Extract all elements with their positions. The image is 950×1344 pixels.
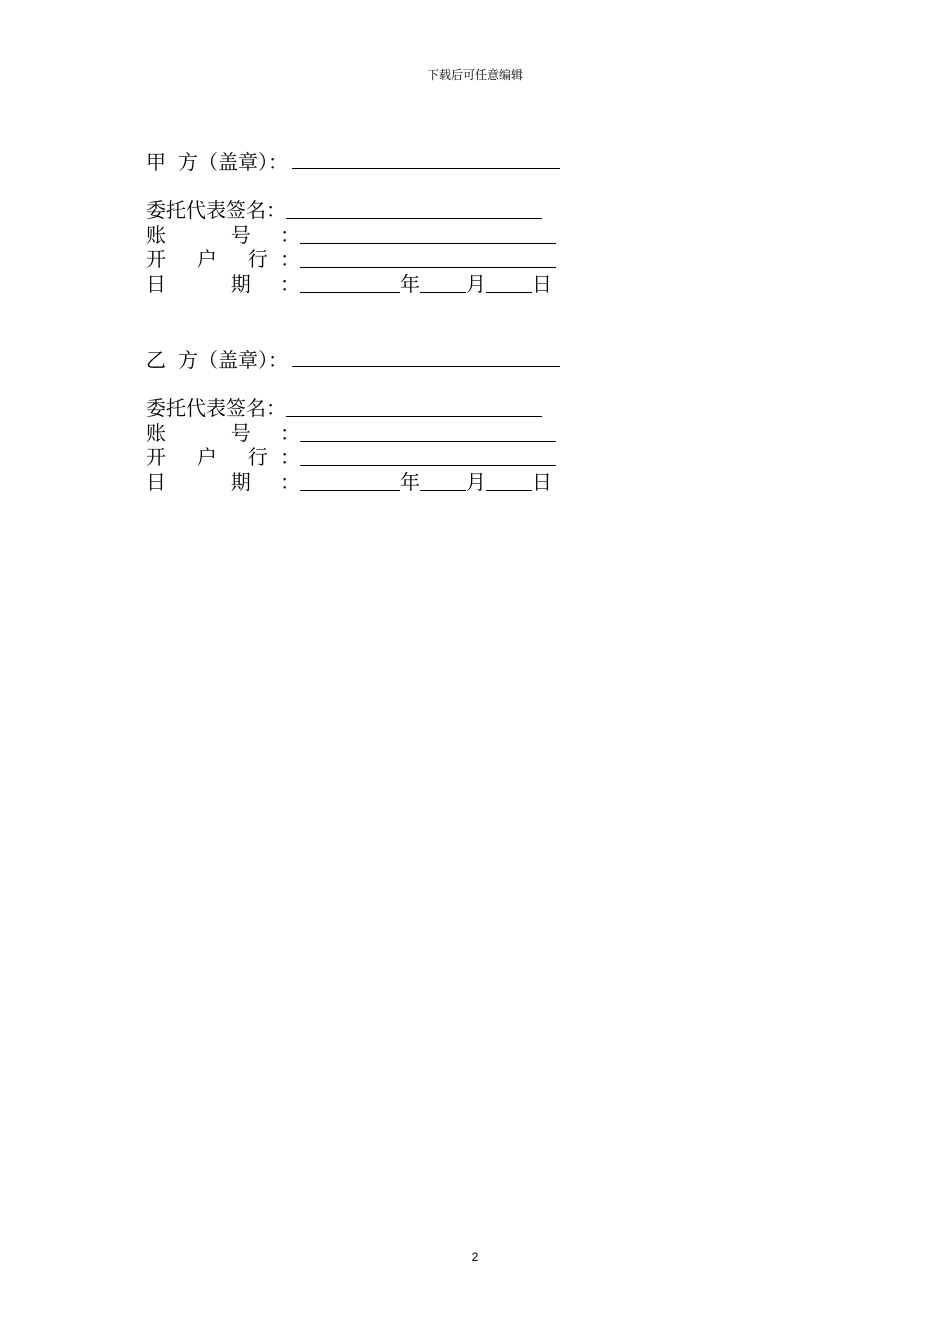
party-b-month-line[interactable] [420,470,466,491]
party-b-signatory-line[interactable] [286,396,542,417]
party-a-signatory-row [146,198,560,223]
party-b-day-label: 日 [532,470,552,495]
party-b-year-label: 年 [400,470,420,495]
party-b-day-line[interactable] [486,470,532,491]
party-a-date-row [146,272,560,297]
party-b-year-line[interactable] [300,470,400,491]
party-a-bank-label: 开 户 行： [146,247,301,272]
party-a-account-label: 账 号： [146,222,301,247]
page-number: 2 [471,1250,479,1264]
party-a-seal-row [146,148,560,176]
party-b-seal-line[interactable] [292,346,560,367]
party-a-seal-label: 方（盖章）： [178,150,288,174]
party-b-account-label: 账 号： [146,420,301,445]
party-a-date-label: 日 期： [146,272,301,297]
party-a-month-label: 月 [466,272,486,297]
party-a-fields [146,198,560,297]
party-b-date-label: 日 期： [146,470,301,495]
party-b-account-line[interactable] [300,421,556,442]
party-b-seal-row [146,346,560,374]
party-a-account-row [146,223,560,248]
party-a-month-line[interactable] [420,272,466,293]
party-b-bank-label: 开 户 行： [146,445,301,470]
party-a-day-label: 日 [532,272,552,297]
party-a-block [146,148,560,297]
party-b-signatory-row [146,396,560,421]
party-b-bank-line[interactable] [300,445,556,466]
party-b-seal-label: 方（盖章）： [178,348,288,372]
page-header: 下载后可任意编辑 [426,68,523,82]
party-a-signatory-line[interactable] [286,198,542,219]
party-a-day-line[interactable] [486,272,532,293]
party-b-bank-row [146,445,560,470]
party-a-year-line[interactable] [300,272,400,293]
party-b-month-label: 月 [466,470,486,495]
party-a-account-line[interactable] [300,223,556,244]
party-b-fields [146,396,560,495]
party-b-label: 乙 [146,348,166,372]
party-b-signatory-label: 委托代表签名： [146,396,286,420]
party-a-year-label: 年 [400,272,420,297]
party-b-block [146,346,560,495]
party-a-label: 甲 [146,150,166,174]
party-b-date-row [146,470,560,495]
party-a-bank-row [146,247,560,272]
party-a-seal-line[interactable] [292,148,560,169]
party-a-signatory-label: 委托代表签名： [146,198,286,222]
party-a-bank-line[interactable] [300,247,556,268]
party-b-account-row [146,421,560,446]
